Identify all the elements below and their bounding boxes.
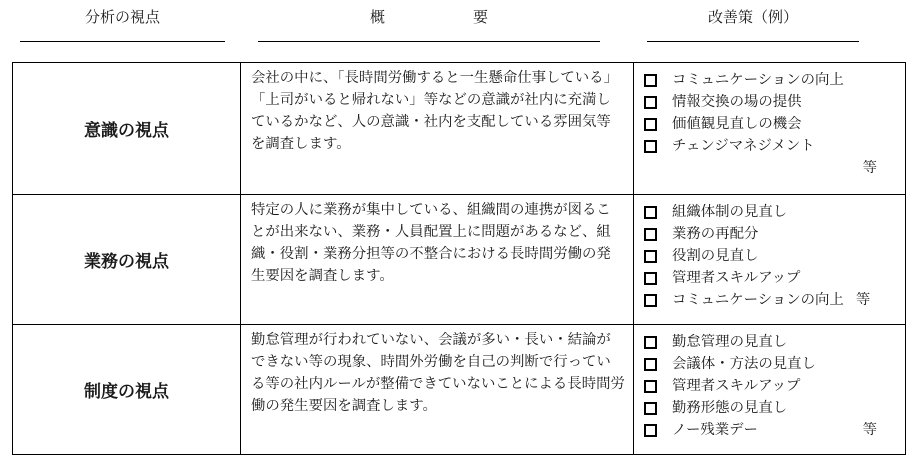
improvement-label: 情報交換の場の提供: [672, 94, 802, 110]
checkbox-icon: [644, 250, 657, 263]
header-overview-part2: 要: [473, 8, 489, 26]
improvement-item: [644, 91, 895, 113]
view-label: 意識の視点: [84, 121, 169, 141]
improvements-cell: [634, 325, 906, 455]
improvement-item: [644, 375, 895, 397]
improvement-label: 会議体・方法の見直し: [672, 356, 816, 372]
checkbox-icon: [644, 228, 657, 241]
improvement-label: 価値観見直しの機会: [672, 116, 802, 132]
description-text: 特定の人に業務が集中している、組織間の連携が図ることが出来ない、業務・人員配置上に問題があるなど、組織・役割・業務分担等の不整合における長時間労働の発生要因を調査します。: [251, 202, 611, 284]
checkbox-icon: [644, 402, 657, 415]
view-cell: [13, 195, 241, 325]
analysis-table: [12, 62, 906, 455]
improvement-item: [644, 245, 895, 267]
improvement-label: 勤怠管理の見直し: [672, 334, 788, 350]
improvements-cell: [634, 63, 906, 195]
header-improvements: [647, 6, 859, 27]
description-text: 会社の中に、「長時間労働すると一生懸命仕事している」「上司がいると帰れない」等などの意識が社内に充満しているかなど、人の意識・社内を支配している雰囲気等を調査します。: [251, 70, 618, 152]
checkbox-icon: [644, 294, 657, 307]
improvement-item: [644, 419, 895, 441]
improvement-item: [644, 201, 895, 223]
improvement-label: 業務の再配分: [672, 226, 759, 242]
improvement-label: 勤務形態の見直し: [672, 400, 788, 416]
etc-label: 等: [862, 160, 877, 176]
description-cell: [241, 63, 634, 195]
checkbox-icon: [644, 380, 657, 393]
improvement-item: [644, 113, 895, 135]
header-underline-2: [258, 41, 600, 42]
improvement-label: 管理者スキルアップ: [672, 270, 801, 286]
description-cell: [241, 325, 634, 455]
checkbox-icon: [644, 206, 657, 219]
description-cell: [241, 195, 634, 325]
improvement-label: 役割の見直し: [672, 248, 759, 264]
checkbox-icon: [644, 272, 657, 285]
header-underline-1: [20, 41, 225, 42]
view-cell: [13, 63, 241, 195]
checkbox-icon: [644, 118, 657, 131]
improvement-item: [644, 69, 895, 91]
header-underline-3: [647, 41, 859, 42]
checkbox-icon: [644, 424, 657, 437]
etc-label: 等: [855, 292, 871, 308]
header-overview-part1: 概: [369, 8, 385, 26]
view-cell: [13, 325, 241, 455]
description-text: 勤怠管理が行われていない、会議が多い・長い・結論ができない等の現象、時間外労働を自己の判断で行っている等の社内ルールが整備できていないことによる長時間労働の発生要因を調査します。: [251, 332, 625, 414]
improvement-label: コミュニケーションの向上: [672, 292, 844, 308]
improvement-label: 管理者スキルアップ: [672, 378, 801, 394]
checkbox-icon: [644, 336, 657, 349]
improvement-item: [644, 267, 895, 289]
checkbox-icon: [644, 96, 657, 109]
view-label: 業務の視点: [84, 252, 169, 272]
improvement-item: [644, 331, 895, 353]
table-row-business: [13, 195, 906, 325]
checkbox-icon: [644, 140, 657, 153]
improvement-etc-line: [644, 157, 895, 179]
etc-label: 等: [862, 422, 877, 438]
table-row-system: [13, 325, 906, 455]
improvement-item: [644, 135, 895, 157]
header-overview: [258, 6, 600, 27]
table-row-awareness: [13, 63, 906, 195]
checkbox-icon: [644, 74, 657, 87]
header-analysis-view-label: 分析の視点: [84, 8, 160, 26]
improvement-label: チェンジマネジメント: [672, 138, 815, 154]
view-label: 制度の視点: [84, 382, 169, 402]
improvement-item: [644, 353, 895, 375]
header-improvements-label: 改善策（例）: [707, 8, 798, 26]
checkbox-icon: [644, 358, 657, 371]
improvements-cell: [634, 195, 906, 325]
improvement-item: [644, 223, 895, 245]
improvement-item: [644, 397, 895, 419]
improvement-label: ノー残業デー: [672, 422, 758, 438]
improvement-label: 組織体制の見直し: [672, 204, 788, 220]
improvement-label: コミュニケーションの向上: [672, 72, 844, 88]
improvement-item: [644, 289, 895, 311]
header-analysis-view: [20, 6, 225, 27]
